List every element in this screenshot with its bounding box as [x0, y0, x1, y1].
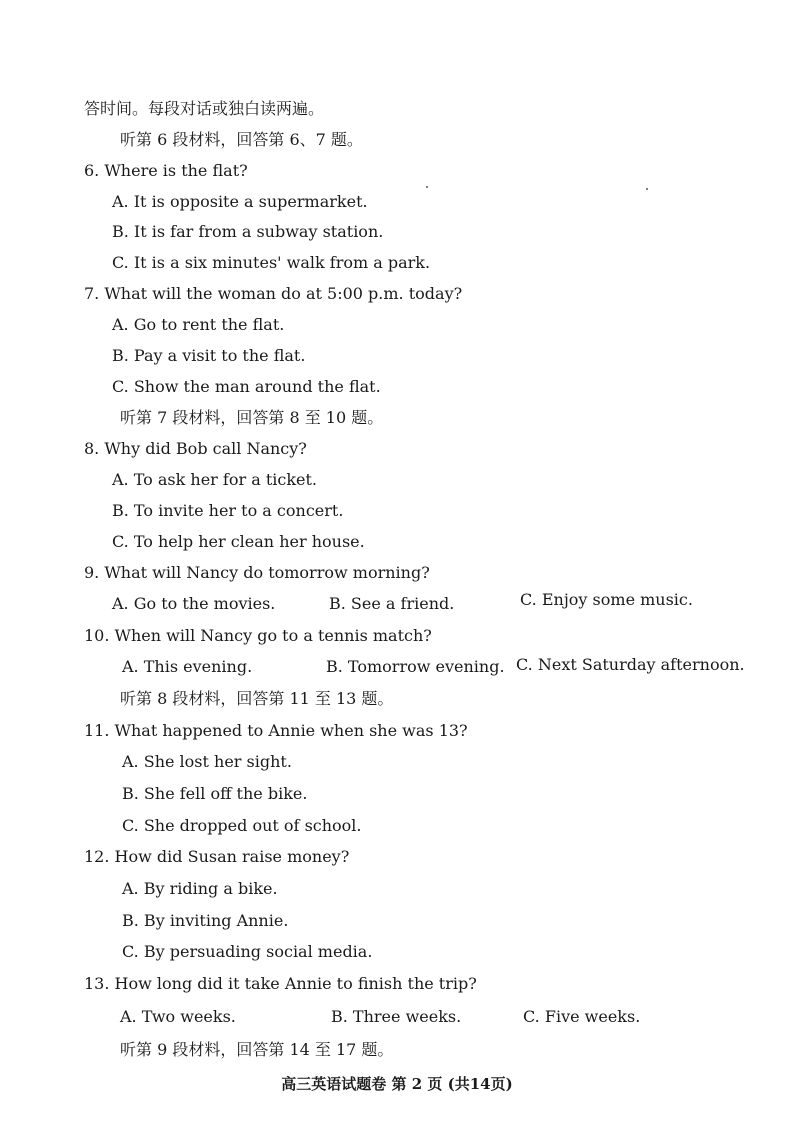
section-header-9: 听第 9 段材料，回答第 14 至 17 题。	[120, 1040, 394, 1059]
question-number: 12.	[84, 847, 110, 866]
question-text: When will Nancy go to a tennis match?	[114, 626, 432, 645]
question-9	[84, 563, 430, 583]
option-10c: C. Next Saturday afternoon.	[516, 655, 745, 674]
question-text: What will the woman do at 5:00 p.m. today?	[104, 284, 463, 303]
question-number: 10.	[84, 626, 110, 645]
option-9b: B. See a friend.	[329, 594, 455, 613]
option-13a: A. Two weeks.	[120, 1007, 236, 1026]
option-10a: A. This evening.	[122, 657, 253, 676]
question-text: How did Susan raise money?	[114, 847, 350, 866]
option-9a: A. Go to the movies.	[112, 594, 276, 613]
option-8a: A. To ask her for a ticket.	[112, 470, 318, 489]
option-9c: C. Enjoy some music.	[520, 590, 693, 609]
intro-text: 答时间。每段对话或独白读两遍。	[84, 99, 325, 118]
question-8	[84, 439, 307, 459]
option-12a: A. By riding a bike.	[122, 879, 278, 898]
option-7b: B. Pay a visit to the flat.	[112, 346, 306, 365]
question-number: 7.	[84, 284, 100, 303]
question-number: 8.	[84, 439, 100, 458]
question-6	[84, 161, 248, 181]
question-10	[84, 626, 432, 646]
question-number: 13.	[84, 974, 110, 993]
section-header-8: 听第 8 段材料，回答第 11 至 13 题。	[120, 689, 394, 708]
section-header-6: 听第 6 段材料，回答第 6、7 题。	[120, 130, 363, 149]
option-10b: B. Tomorrow evening.	[326, 657, 505, 676]
option-6a: A. It is opposite a supermarket.	[112, 192, 368, 211]
question-7	[84, 284, 462, 304]
option-6c: C. It is a six minutes' walk from a park.	[112, 253, 431, 272]
question-number: 11.	[84, 721, 110, 740]
question-number: 6.	[84, 161, 100, 180]
scan-speck	[426, 186, 428, 188]
option-8c: C. To help her clean her house.	[112, 532, 365, 551]
option-11a: A. She lost her sight.	[122, 752, 292, 771]
option-13b: B. Three weeks.	[331, 1007, 462, 1026]
question-number: 9.	[84, 563, 100, 582]
option-7a: A. Go to rent the flat.	[112, 315, 285, 334]
option-13c: C. Five weeks.	[523, 1007, 641, 1026]
question-text: What happened to Annie when she was 13?	[114, 721, 468, 740]
question-13	[84, 974, 477, 994]
option-6b: B. It is far from a subway station.	[112, 222, 384, 241]
section-header-7: 听第 7 段材料，回答第 8 至 10 题。	[120, 408, 384, 427]
option-11c: C. She dropped out of school.	[122, 816, 362, 835]
page-footer: 高三英语试题卷 第 2 页 (共14页)	[281, 1075, 513, 1093]
scan-speck	[646, 188, 648, 190]
question-text: How long did it take Annie to finish the trip?	[114, 974, 477, 993]
question-text: Where is the flat?	[104, 161, 248, 180]
question-12	[84, 847, 349, 867]
option-12b: B. By inviting Annie.	[122, 911, 289, 930]
option-7c: C. Show the man around the flat.	[112, 377, 381, 396]
question-text: What will Nancy do tomorrow morning?	[104, 563, 430, 582]
option-11b: B. She fell off the bike.	[122, 784, 308, 803]
question-text: Why did Bob call Nancy?	[104, 439, 307, 458]
question-11	[84, 721, 468, 741]
option-8b: B. To invite her to a concert.	[112, 501, 344, 520]
option-12c: C. By persuading social media.	[122, 942, 373, 961]
